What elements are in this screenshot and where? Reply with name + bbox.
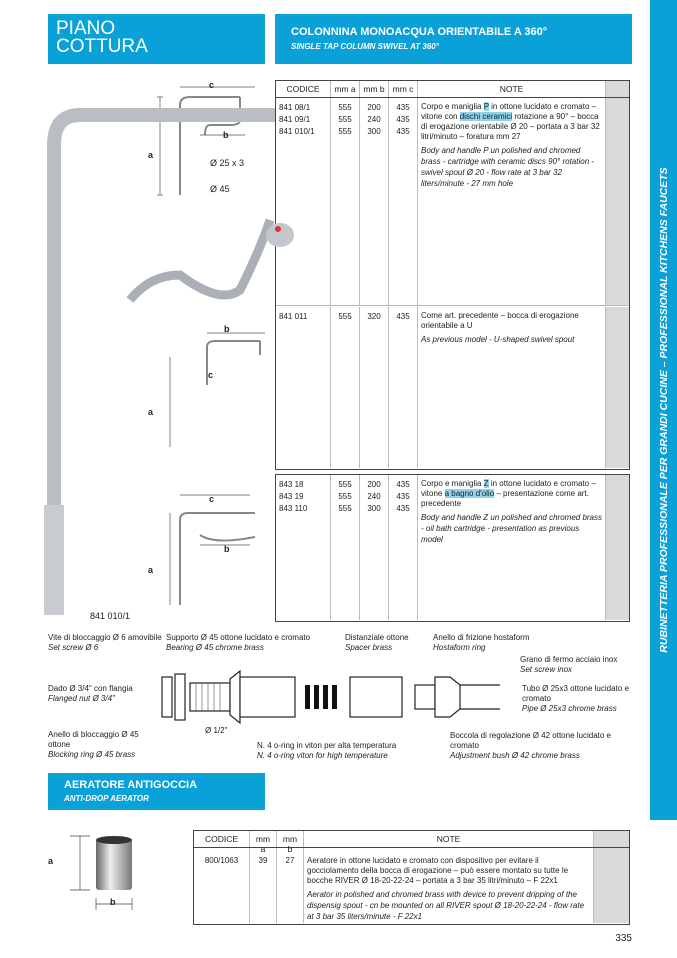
- aerator-image: [60, 828, 150, 913]
- aerator-header: AERATORE ANTIGOCCIA ANTI-DROP AERATOR: [48, 773, 265, 810]
- part-label: Boccola di regolazione Ø 42 ottone lucidato e cromato Adjustment bush Ø 42 chrome brass: [450, 731, 611, 760]
- product-title: COLONNINA MONOACQUA ORIENTABILE A 360°: [291, 26, 548, 38]
- product-table: [275, 80, 630, 470]
- part-label: Tubo Ø 25x3 ottone lucidato e cromato Pipe Ø 25x3 chrome brass: [522, 684, 629, 713]
- part-label: Anello di frizione hostaform Hostaform ring: [433, 633, 530, 652]
- model-label: 841 010/1: [90, 611, 131, 621]
- product-subtitle: SINGLE TAP COLUMN SWIVEL AT 360°: [291, 42, 439, 51]
- part-label: Dado Ø 3/4" con flangia Flanged nut Ø 3/4": [48, 684, 133, 703]
- part-label: Grano di fermo acciaio inox Set screw inox: [520, 655, 618, 674]
- product-header: [275, 14, 632, 64]
- part-label: Anello di bloccaggio Ø 45 ottone Blocking ring Ø 45 brass: [48, 730, 139, 759]
- product-table-2: [275, 474, 630, 622]
- exploded-view: [150, 665, 505, 735]
- part-label: Supporto Ø 45 ottone lucidato e cromato Bearing Ø 45 chrome brass: [166, 633, 311, 652]
- part-label: Distanziale ottone Spacer brass: [345, 633, 409, 652]
- part-label: Vite di bloccaggio Ø 6 amovibile Set screw Ø 6: [48, 633, 162, 652]
- sidebar-band: RUBINETTERIA PROFESSIONALE PER GRANDI CUCINE – PROFESSIONAL KITCHENS FAUCETS: [650, 0, 677, 820]
- table-header: CODICE mm a mm b mm c NOTE: [276, 81, 629, 98]
- part-label: N. 4 o-ring in viton per alta temperatura N. 4 o-ring viton for high temperature: [257, 741, 397, 760]
- faucet-drawings: [40, 75, 310, 625]
- note-cell: Corpo e maniglia P in ottone lucidato e cromato – vitone con dischi ceramici rotazione a 90° – bocca di erogazione orientabile Ø 20 – portata a 3 bar 32 litri/minuto – foratura mm 27 Body and handle P un polished and chromed brass - cartridge with ceramic discs 90° rotation - swivel spout Ø 20 - flow rate at 3 bar 32 liters/minute - 27 mm hole: [418, 98, 606, 305]
- table-row: 843 18 843 19 843 110 555 555 555 200 240 300 435 435 435 Corpo e maniglia Z in ottone lucidato e cromato – vitone a bagno d'olio – presentazione come art. precedente Body and handle Z un polished and chromed brass - oil bath cartridge - presentation as previous model: [276, 475, 629, 620]
- aerator-table: [193, 830, 630, 925]
- table-row: 800/1063 39 27 Aeratore in ottone lucidato e cromato con dispositivo per evitare il gocciolamento della bocca di erogazione – può essere montato su tutte le bocche RIVER Ø 18-20-22-24 – portata a 3 bar 35 litri/minuto – F 22x1 Aerator in polished and chromed brass with device to prevent dripping of the dispensig spout - cn be mounted on all RIVER spout Ø 18-20-22-24 - flow rate at 3 bar 35 liters/minute - F 22x1: [194, 848, 629, 923]
- section-title: PIANO COTTURA: [48, 14, 265, 64]
- table-row: 841 08/1 841 09/1 841 010/1 555 555 555 200 240 300 435 435 435 Corpo e maniglia P in ottone lucidato e cromato – vitone con dischi ceramici rotazione a 90° – bocca di erogazione orientabile Ø 20 – portata a 3 bar 32 litri/minuto – foratura mm 27 Body and handle P un polished and chromed brass - cartridge with ceramic discs 90° rotation - swivel spout Ø 20 - flow rate at 3 bar 32 liters/minute - 27 mm hole: [276, 98, 629, 306]
- table-row: 841 011 555 320 435 Come art. precedente – bocca di erogazione orientabile a U As previous model - U-shaped swivel spout: [276, 307, 629, 468]
- page-number: 335: [615, 933, 632, 944]
- part-label: Ø 1/2": [205, 726, 228, 735]
- table-header: CODICE mm a mm b NOTE: [194, 831, 629, 848]
